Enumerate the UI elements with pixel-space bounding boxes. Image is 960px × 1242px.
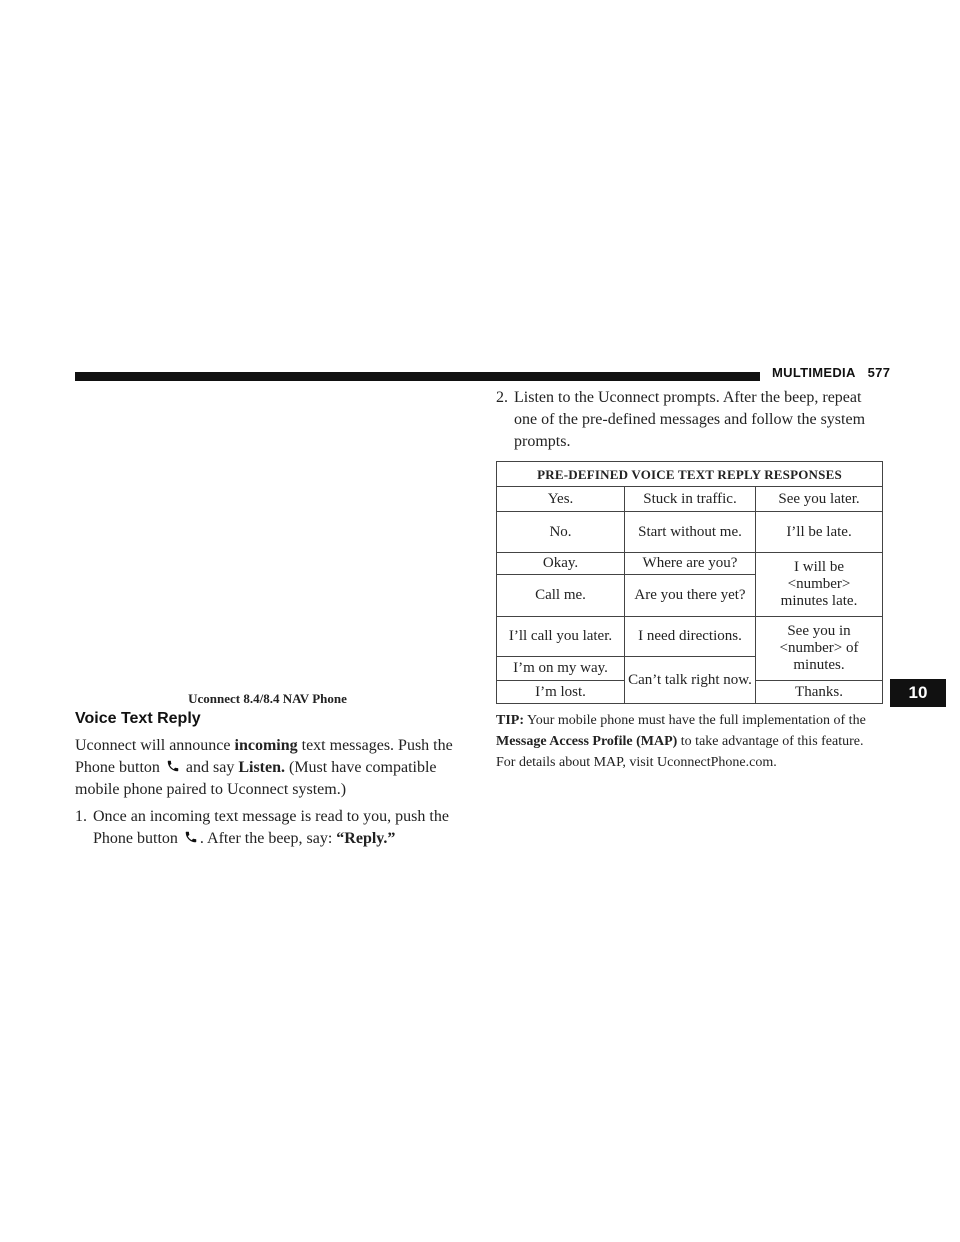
intro-paragraph	[75, 735, 465, 801]
phone-icon	[184, 830, 198, 844]
tip-label: TIP:	[496, 713, 524, 728]
header-section: MULTIMEDIA	[772, 365, 856, 380]
step-number: 2.	[496, 389, 508, 406]
step-body: Listen to the Uconnect prompts. After the beep, repeat one of the pre-defined messages and follow the system prompts.	[514, 389, 866, 450]
intro-text-3: and say	[181, 759, 239, 776]
phone-icon	[166, 759, 180, 773]
table-cell: I’ll be late.	[756, 512, 883, 553]
table-cell: No.	[497, 512, 625, 553]
table-cell: I’ll call you later.	[497, 617, 625, 657]
running-header	[772, 365, 890, 380]
cell-line: minutes late.	[780, 593, 858, 609]
step1-text-1: Once an incoming text message is read to you, push the Phone button	[93, 808, 449, 847]
tip-bold-map: Message Access Profile (MAP)	[496, 734, 678, 749]
tip-text-1: Your mobile phone must have the full implementation of the	[524, 713, 866, 728]
table-cell: Are you there yet?	[625, 575, 756, 617]
intro-text-2: text messages. Push the Phone button	[75, 737, 453, 776]
page-number: 577	[867, 365, 891, 380]
table-cell: Start without me.	[625, 512, 756, 553]
table-cell: Can’t talk right now.	[625, 657, 756, 704]
cell-line: <number>	[787, 576, 851, 592]
intro-text-1: Uconnect will announce	[75, 737, 235, 754]
table-cell: Yes.	[497, 487, 625, 512]
intro-text-4: (Must have compatible mobile phone paired to Uconnect system.)	[75, 759, 437, 798]
table-cell: Thanks.	[756, 681, 883, 704]
tip-paragraph	[496, 710, 886, 773]
cell-line: minutes.	[793, 657, 845, 673]
tip-text-2: to take advantage of this feature. For details about MAP, visit UconnectPhone.com.	[496, 734, 864, 770]
table-cell: I need directions.	[625, 617, 756, 657]
table-cell	[756, 553, 883, 617]
table-cell: Where are you?	[625, 553, 756, 575]
step-body	[93, 806, 467, 850]
table-title: PRE-DEFINED VOICE TEXT REPLY RESPONSES	[497, 462, 883, 487]
table-cell: See you later.	[756, 487, 883, 512]
responses-table	[496, 461, 883, 704]
cell-line: I will be	[794, 559, 844, 575]
intro-bold-incoming: incoming	[234, 737, 298, 754]
table-cell: I’m on my way.	[497, 657, 625, 681]
section-title: Voice Text Reply	[75, 710, 201, 727]
table-cell: I’m lost.	[497, 681, 625, 704]
step1-text-2: . After the beep, say:	[199, 830, 337, 847]
table-cell	[756, 617, 883, 681]
list-item-step-1	[75, 806, 467, 850]
figure-caption: Uconnect 8.4/8.4 NAV Phone	[188, 691, 347, 706]
intro-bold-listen: Listen.	[238, 759, 285, 776]
table-cell: Stuck in traffic.	[625, 487, 756, 512]
step-number: 1.	[75, 808, 87, 825]
list-item-step-2	[496, 387, 888, 453]
table-cell: Okay.	[497, 553, 625, 575]
header-rule	[75, 372, 760, 381]
chapter-tab: 10	[890, 679, 946, 707]
step1-bold-reply: “Reply.”	[336, 830, 396, 847]
cell-line: See you in	[787, 623, 851, 639]
table-cell: Call me.	[497, 575, 625, 617]
cell-line: <number> of	[779, 640, 859, 656]
